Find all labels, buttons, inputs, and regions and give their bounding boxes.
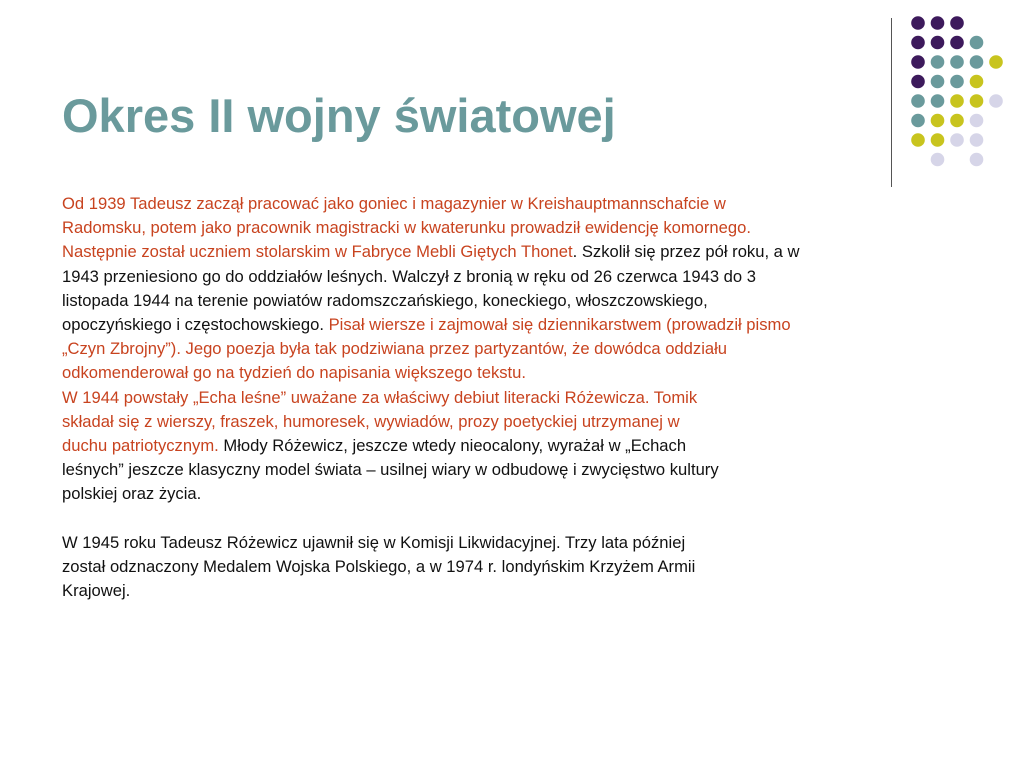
highlighted-text: duchu patriotycznym. — [62, 435, 219, 455]
highlighted-text: Radomsku, potem jako pracownik magistracki w kwaterunku prowadził ewidencję komornego. — [62, 218, 751, 238]
decor-dot-yellow — [950, 114, 964, 128]
decor-dot-teal — [911, 114, 925, 128]
decor-dot-purple — [911, 36, 925, 50]
decor-dot-lavender — [970, 153, 984, 167]
decor-dot-purple — [911, 55, 925, 69]
decor-dot-teal — [950, 55, 964, 69]
text-line — [62, 265, 967, 289]
decor-dot-teal — [911, 94, 925, 108]
slide-body — [62, 192, 967, 603]
decor-dot-yellow — [911, 133, 925, 147]
body-text: W 1945 roku Tadeusz Różewicz ujawnił się w Komisji Likwidacyjnej. Trzy lata później — [62, 532, 686, 552]
decor-dot-lavender — [950, 133, 964, 147]
highlighted-text: „Czyn Zbrojny”). Jego poezja była tak podziwiana przez partyzantów, że dowódca oddziału — [62, 339, 728, 359]
text-line — [62, 337, 967, 361]
decor-dot-yellow — [931, 133, 945, 147]
text-line — [62, 216, 967, 240]
decorative-dot-grid — [0, 0, 1024, 200]
decor-dot-teal — [931, 55, 945, 69]
highlighted-text: Pisał wiersze i zajmował się dziennikarstwem (prowadził pismo — [328, 314, 791, 334]
text-line — [62, 458, 967, 482]
text-line — [62, 482, 967, 506]
text-line — [62, 410, 967, 434]
text-line — [62, 289, 967, 313]
decor-dot-purple — [931, 36, 945, 50]
text-line — [62, 531, 967, 555]
text-line — [62, 361, 967, 385]
decor-dot-yellow — [931, 114, 945, 128]
text-line — [62, 192, 967, 216]
text-line — [62, 579, 967, 603]
decor-dot-teal — [970, 55, 984, 69]
decor-dot-teal — [970, 36, 984, 50]
body-text: opoczyńskiego i częstochowskiego. — [62, 314, 329, 334]
text-line — [62, 240, 967, 264]
highlighted-text: W 1944 powstały „Echa leśne” uważane za właściwy debiut literacki Różewicza. Tomik — [62, 387, 698, 407]
decor-dot-teal — [931, 75, 945, 89]
decor-dot-lavender — [970, 133, 984, 147]
decor-dot-teal — [950, 75, 964, 89]
text-line — [62, 386, 967, 410]
decor-dot-lavender — [989, 94, 1003, 108]
highlighted-text: Następnie został uczniem stolarskim w Fabryce Mebli Giętych Thonet — [62, 242, 573, 262]
decor-dot-purple — [950, 16, 964, 30]
body-text: polskiej oraz życia. — [62, 484, 202, 504]
paragraph-2 — [62, 386, 967, 531]
body-text: listopada 1944 na terenie powiatów radomszczańskiego, koneckiego, włoszczowskiego, — [62, 290, 708, 310]
paragraph-1 — [62, 192, 967, 386]
decor-dot-purple — [931, 16, 945, 30]
body-text: Krajowej. — [62, 581, 131, 601]
body-text: leśnych” jeszcze klasyczny model świata – usilnej wiary w odbudowę i zwycięstwo kultury — [62, 460, 719, 480]
decor-dot-yellow — [950, 94, 964, 108]
decor-dot-lavender — [970, 114, 984, 128]
slide-title: Okres II wojny światowej — [62, 89, 616, 142]
decor-dot-purple — [911, 75, 925, 89]
paragraph-3 — [62, 531, 967, 604]
text-line — [62, 434, 967, 458]
decor-dot-purple — [911, 16, 925, 30]
text-line — [62, 313, 967, 337]
decor-dot-lavender — [931, 153, 945, 167]
decor-dot-purple — [950, 36, 964, 50]
highlighted-text: odkomenderował go na tydzień do napisania większego tekstu. — [62, 363, 526, 383]
body-text: Młody Różewicz, jeszcze wtedy nieocalony, wyrażał w „Echach — [218, 435, 687, 455]
body-text: . Szkolił się przez pół roku, a w — [572, 242, 800, 262]
highlighted-text: składał się z wierszy, fraszek, humoresek, wywiadów, prozy poetyckiej utrzymanej w — [62, 411, 680, 431]
decor-dot-yellow — [989, 55, 1003, 69]
body-text: 1943 przeniesiono go do oddziałów leśnych. Walczył z bronią w ręku od 26 czerwca 1943 do 3 — [62, 266, 756, 286]
decor-dot-yellow — [970, 94, 984, 108]
body-text: został odznaczony Medalem Wojska Polskiego, a w 1974 r. londyńskim Krzyżem Armii — [62, 556, 696, 576]
highlighted-text: Od 1939 Tadeusz zaczął pracować jako goniec i magazynier w Kreishauptmannschafcie w — [62, 194, 726, 213]
decor-dot-teal — [931, 94, 945, 108]
text-line — [62, 555, 967, 579]
decor-dot-yellow — [970, 75, 984, 89]
